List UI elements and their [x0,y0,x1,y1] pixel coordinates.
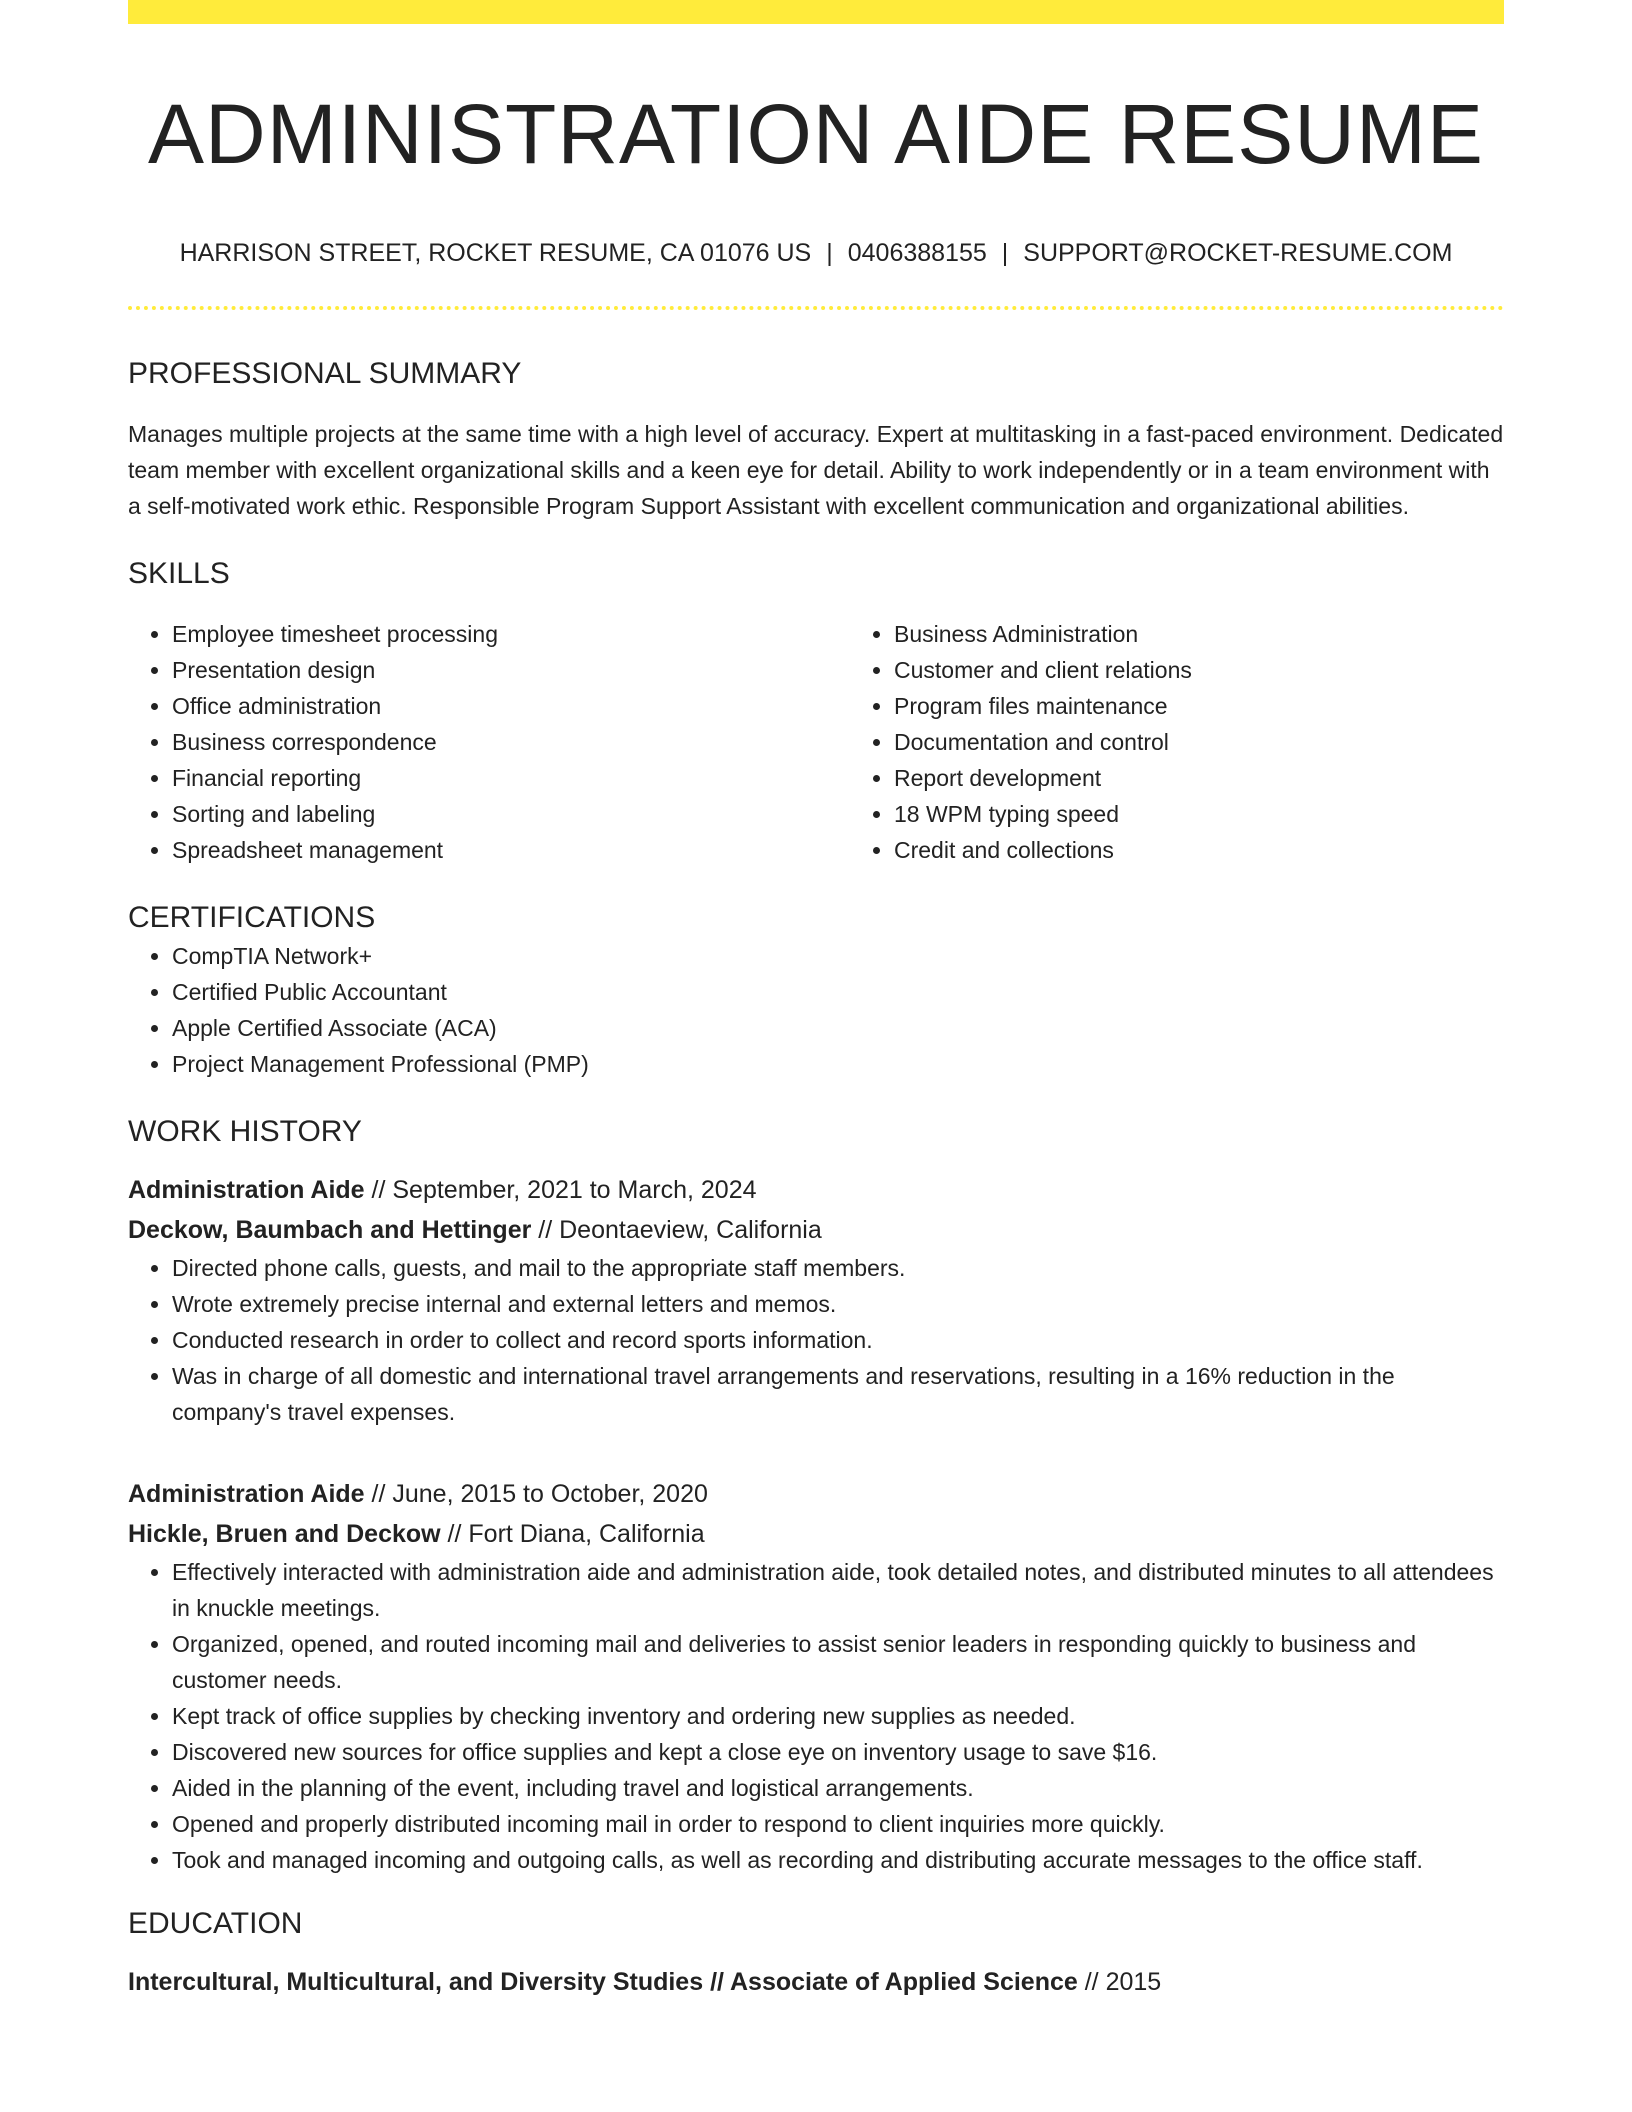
summary-heading: PROFESSIONAL SUMMARY [128,357,522,390]
job-title-line [128,1474,1504,1514]
dotted-divider [128,306,1504,310]
job-duty: • Discovered new sources for office supplies and kept a close eye on inventory usage to save $16. [172,1734,1504,1770]
skills-list-left [128,616,850,868]
certifications-list [128,938,1504,1082]
skill-item: • Sorting and labeling [172,796,850,832]
certification-item: • Certified Public Accountant [172,974,1504,1010]
job-duty: • Aided in the planning of the event, including travel and logistical arrangements. [172,1770,1504,1806]
resume-page [128,0,1504,2002]
job-entry [128,1474,1504,1878]
skill-item: • Presentation design [172,652,850,688]
certifications-heading: CERTIFICATIONS [128,901,376,934]
contact-phone: 0406388155 [847,239,987,267]
education-degree: Associate of Applied Science [729,1968,1078,1996]
education-year: // 2015 [1077,1968,1162,1996]
education-separator: // [703,1968,730,1996]
summary-text: Manages multiple projects at the same time with a high level of accuracy. Expert at multitasking in a fast-paced environment. Dedicated team member with excellent organizational skills and a keen eye for detail. Ability to work independently or in a team environment with a self-motivated work ethic. Responsible Program Support Assistant with excellent communication and organizational abilities. [128,421,1504,519]
job-company-line [128,1514,1504,1554]
job-company-line [128,1210,1504,1250]
contact-line [128,236,1504,270]
work-history-heading: WORK HISTORY [128,1115,362,1148]
job-duties-list [128,1554,1504,1878]
job-duty: • Kept track of office supplies by checking inventory and ordering new supplies as needed. [172,1698,1504,1734]
job-dates: // September, 2021 to March, 2024 [364,1176,757,1204]
job-duty: • Opened and properly distributed incoming mail in order to respond to client inquiries more quickly. [172,1806,1504,1842]
skill-item: • Business Administration [894,616,1504,652]
skill-item: • Office administration [172,688,850,724]
education-heading: EDUCATION [128,1907,303,1940]
skill-item: • Credit and collections [894,832,1504,868]
job-duty: • Conducted research in order to collect and record sports information. [172,1322,1504,1358]
contact-email[interactable]: SUPPORT@ROCKET-RESUME.COM [1023,239,1453,267]
job-entry [128,1170,1504,1430]
skill-item: • Business correspondence [172,724,850,760]
skill-item: • Spreadsheet management [172,832,850,868]
education-field: Intercultural, Multicultural, and Diversity Studies [128,1968,704,1996]
contact-separator: | [1001,239,1009,267]
contact-address: HARRISON STREET, ROCKET RESUME, CA 01076 US [179,239,812,267]
job-dates: // June, 2015 to October, 2020 [364,1480,708,1508]
job-title: Administration Aide [128,1480,365,1508]
certification-item: • Project Management Professional (PMP) [172,1046,1504,1082]
job-duty: • Organized, opened, and routed incoming mail and deliveries to assist senior leaders in responding quickly to business and customer needs. [172,1626,1504,1698]
skills-list-right [850,616,1504,868]
job-title-line [128,1170,1504,1210]
job-company: Hickle, Bruen and Deckow [128,1520,441,1548]
job-duties-list [128,1250,1504,1430]
education-line [128,1962,1504,2002]
skill-item: • Report development [894,760,1504,796]
certification-item: • CompTIA Network+ [172,938,1504,974]
job-duty: • Effectively interacted with administration aide and administration aide, took detailed notes, and distributed minutes to all attendees in knuckle meetings. [172,1554,1504,1626]
skills-grid [128,616,1504,868]
resume-title: ADMINISTRATION AIDE RESUME [148,87,1484,181]
certification-item: • Apple Certified Associate (ACA) [172,1010,1504,1046]
top-accent-bar [128,0,1504,24]
job-location: // Fort Diana, California [440,1520,705,1548]
job-title: Administration Aide [128,1176,365,1204]
skill-item: • Employee timesheet processing [172,616,850,652]
job-duty: • Directed phone calls, guests, and mail to the appropriate staff members. [172,1250,1504,1286]
skill-item: • Documentation and control [894,724,1504,760]
skill-item: • Program files maintenance [894,688,1504,724]
job-duty: • Took and managed incoming and outgoing calls, as well as recording and distributing accurate messages to the office staff. [172,1842,1504,1878]
job-location: // Deontaeview, California [531,1216,822,1244]
skill-item: • Financial reporting [172,760,850,796]
skill-item: • 18 WPM typing speed [894,796,1504,832]
job-duty: • Was in charge of all domestic and international travel arrangements and reservations, resulting in a 16% reduction in the company's travel expenses. [172,1358,1504,1430]
job-company: Deckow, Baumbach and Hettinger [128,1216,532,1244]
skills-heading: SKILLS [128,557,230,590]
contact-separator: | [826,239,833,267]
job-duty: • Wrote extremely precise internal and external letters and memos. [172,1286,1504,1322]
skill-item: • Customer and client relations [894,652,1504,688]
